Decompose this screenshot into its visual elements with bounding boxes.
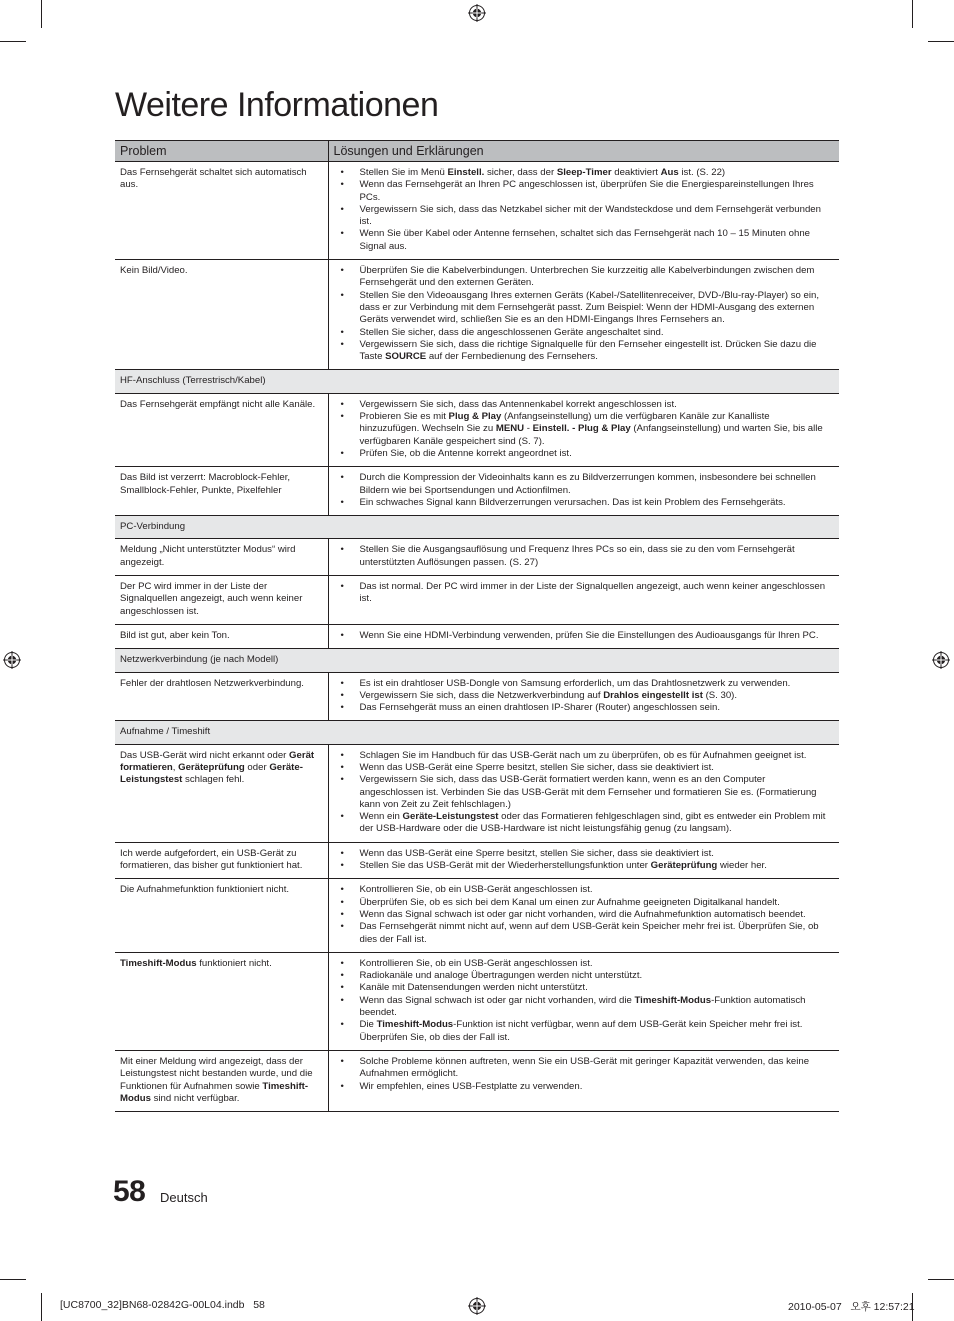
text-run: Wenn das Fernsehgerät an Ihren PC angeschlossen ist, überprüfen Sie die Energiespareinstellungen Ihres PCs. (359, 179, 814, 203)
solution-list (339, 581, 832, 606)
text-run: Vergewissern Sie sich, dass das Netzkabel sicher mit der Wandsteckdose und dem Fernsehgerät verbunden ist. (359, 203, 821, 228)
text-run: Bild ist gut, aber kein Ton. (120, 629, 230, 641)
list-item (339, 678, 832, 690)
bullet-icon: • (340, 289, 344, 301)
emphasis-text: Sleep-Timer (556, 167, 612, 178)
emphasis-text: Geräte-Leistungstest (120, 761, 303, 786)
bullet-icon: • (340, 581, 344, 593)
solution-list (339, 848, 832, 873)
text-run: Wenn Sie eine HDMI-Verbindung verwenden, prüfen Sie die Einstellungen des Audioausgangs für Ihren PC. (359, 629, 819, 641)
text-run: Der PC wird immer in der Liste der Signalquellen angezeigt, auch wenn keiner angeschlossen ist. (120, 581, 303, 617)
text-run: Ich werde aufgefordert, ein USB-Gerät zu formatieren, das bisher gut funktioniert hat. (120, 847, 303, 872)
page-number: 58 (113, 1175, 146, 1208)
bullet-icon: • (340, 921, 344, 933)
bullet-icon: • (340, 338, 344, 350)
list-item (339, 630, 832, 642)
list-item (339, 750, 832, 762)
text-run: Das Fernsehgerät muss an einen drahtlosen IP-Sharer (Router) angeschlossen sein. (359, 702, 720, 714)
bullet-icon: • (340, 689, 344, 701)
list-item (339, 411, 832, 448)
text-run: Es ist ein drahtloser USB-Dongle von Samsung erforderlich, um das Drahtlosnetzwerk zu verwenden. (359, 677, 791, 689)
list-item (339, 544, 832, 569)
emphasis-text: Geräteprüfung (178, 761, 245, 773)
text-run: Das Fernsehgerät nimmt nicht auf, wenn auf dem USB-Gerät kein Speicher mehr frei ist. Überprüfen Sie, ob dies der Fall ist. (359, 921, 819, 945)
solution-list (339, 265, 832, 363)
solution-list (339, 884, 832, 945)
table-row (115, 952, 839, 1050)
list-item (339, 995, 832, 1020)
text-run: Radiokanäle und analoge Übertragungen werden nicht unterstützt. (359, 970, 643, 982)
bullet-icon: • (340, 472, 344, 484)
text-run: Prüfen Sie, ob die Antenne korrekt angeordnet ist. (359, 447, 572, 459)
solution-cell (328, 672, 839, 721)
text-run: Vergewissern Sie sich, dass die Netzwerkverbindung auf (359, 689, 604, 701)
registration-mark-icon (468, 4, 486, 22)
problem-cell (115, 672, 328, 721)
bullet-icon: • (340, 896, 344, 908)
text-run: Das Fernsehgerät schaltet sich automatisch aus. (120, 167, 307, 191)
solution-cell (328, 842, 839, 879)
crop-mark-top-right-v (912, 0, 913, 28)
list-item (339, 1081, 832, 1093)
bullet-icon: • (340, 749, 344, 761)
text-run: -Funktion automatisch beendet. (359, 994, 806, 1019)
section-row (115, 649, 839, 672)
text-run: Mit einer Meldung wird angezeigt, dass der Leistungstest nicht bestanden wurde, und die Funktionen für Aufnahmen sowie (120, 1055, 313, 1092)
table-row (115, 162, 839, 260)
problem-cell (115, 260, 328, 370)
list-item (339, 1056, 832, 1081)
text-run: Kein Bild/Video. (120, 265, 188, 277)
emphasis-text: Geräteprüfung (650, 860, 718, 872)
emphasis-text: Timeshift-Modus (376, 1019, 454, 1031)
bullet-icon: • (340, 774, 344, 786)
table-row (115, 393, 839, 466)
text-run: Wenn das USB-Gerät eine Sperre besitzt, stellen Sie sicher, dass sie deaktiviert ist. (359, 847, 714, 859)
text-run: Stellen Sie im Menü (359, 167, 448, 178)
text-run: Fehler der drahtlosen Netzwerkverbindung. (120, 677, 304, 689)
section-row (115, 370, 839, 393)
text-run: Vergewissern Sie sich, dass die richtige Signalquelle für den Fernseher eingestellt ist. Drücken Sie dazu die Taste (359, 338, 817, 363)
troubleshooting-table (115, 140, 839, 1112)
text-run: Das Fernsehgerät empfängt nicht alle Kanäle. (120, 398, 316, 410)
text-run: Probieren Sie es mit (359, 411, 449, 423)
bullet-icon: • (340, 994, 344, 1006)
text-run: Überprüfen Sie die Kabelverbindungen. Unterbrechen Sie kurzzeitig alle Kabelverbindungen zwischen dem Fernsehgerät und den externen Geräten. (359, 265, 815, 289)
problem-cell (115, 393, 328, 466)
crop-mark-top-left-h (0, 41, 26, 42)
emphasis-text: Einstell. (447, 167, 485, 178)
crop-mark-top-left-v (41, 0, 42, 28)
bullet-icon: • (340, 228, 344, 240)
solution-list (339, 472, 832, 509)
solution-list (339, 958, 832, 1044)
text-run: oder das Formatieren fehlgeschlagen sind, gibt es entweder ein Problem mit der USB-Hardware oder die USB-Hardware ist nicht leistungsfähig genug (zu langsam). (359, 811, 826, 835)
text-run: Kontrollieren Sie, ob ein USB-Gerät angeschlossen ist. (359, 957, 593, 969)
bullet-icon: • (340, 702, 344, 714)
solution-list (339, 630, 832, 642)
text-run: Stellen Sie das USB-Gerät mit der Wiederherstellungsfunktion unter (359, 860, 651, 872)
print-slug-file: [UC8700_32]BN68-02842G-00L04.indb 58 (60, 1299, 265, 1311)
problem-cell (115, 842, 328, 879)
text-run: Wenn das Signal schwach ist oder gar nicht vorhanden, wird die (359, 994, 635, 1006)
list-item (339, 179, 832, 204)
solution-cell (328, 952, 839, 1050)
text-run: (Anfangseinstellung) und warten Sie, bis alle verfügbaren Kanäle gespeichert sind (S. 7). (359, 423, 823, 447)
bullet-icon: • (340, 908, 344, 920)
table-row (115, 260, 839, 370)
list-item (339, 762, 832, 774)
list-item (339, 167, 832, 179)
bullet-icon: • (340, 761, 344, 773)
problem-cell (115, 467, 328, 516)
section-label: HF-Anschluss (Terrestrisch/Kabel) (115, 370, 839, 393)
problem-cell (115, 576, 328, 625)
section-label: Aufnahme / Timeshift (115, 721, 839, 744)
bullet-icon: • (340, 1080, 344, 1092)
solution-cell (328, 260, 839, 370)
bullet-icon: • (340, 847, 344, 859)
text-run: Wenn Sie über Kabel oder Antenne fernsehen, schaltet sich das Fernsehgerät nach 10 – 15 Minuten ohne Signal aus. (359, 228, 810, 252)
section-label: Netzwerkverbindung (je nach Modell) (115, 649, 839, 672)
section-row (115, 721, 839, 744)
bullet-icon: • (340, 265, 344, 277)
text-run: Wenn das Signal schwach ist oder gar nicht vorhanden, wird die Aufnahmefunktion automatisch beendet. (359, 908, 806, 920)
solution-cell (328, 539, 839, 576)
crop-mark-bottom-left-v (41, 1293, 42, 1321)
emphasis-text: Aus (660, 167, 679, 178)
problem-cell (115, 952, 328, 1050)
bullet-icon: • (340, 203, 344, 215)
bullet-icon: • (340, 544, 344, 556)
text-run: -Funktion ist nicht verfügbar, wenn auf dem USB-Gerät kein Speicher mehr frei ist. Überprüfen Sie, ob dies der Fall ist. (359, 1019, 803, 1043)
table-row (115, 744, 839, 842)
list-item (339, 970, 832, 982)
solution-cell (328, 1050, 839, 1111)
problem-cell (115, 624, 328, 648)
text-run: Meldung „Nicht unterstützter Modus“ wird angezeigt. (120, 544, 296, 568)
text-run: sind nicht verfügbar. (150, 1092, 240, 1104)
solution-list (339, 678, 832, 715)
list-item (339, 581, 832, 606)
text-run: schlagen fehl. (182, 774, 245, 786)
emphasis-text: Timeshift-Modus (120, 957, 197, 969)
registration-mark-icon (3, 651, 21, 669)
table-body (115, 162, 839, 1112)
table-row (115, 879, 839, 952)
text-run: Kontrollieren Sie, ob ein USB-Gerät angeschlossen ist. (359, 884, 593, 896)
crop-mark-bottom-right-h (928, 1279, 954, 1280)
emphasis-text: Plug & Play (448, 411, 502, 423)
text-run: Wenn das USB-Gerät eine Sperre besitzt, stellen Sie sicher, dass sie deaktiviert ist. (359, 761, 714, 773)
list-item (339, 860, 832, 872)
text-run: Vergewissern Sie sich, dass das Antennenkabel korrekt angeschlossen ist. (359, 398, 677, 410)
column-header-problem: Problem (115, 141, 328, 162)
solution-cell (328, 624, 839, 648)
text-run: Das ist normal. Der PC wird immer in der Liste der Signalquellen angezeigt, auch wenn keiner angeschlossen ist. (359, 581, 826, 605)
text-run: (Anfangseinstellung) um die verfügbaren Kanäle zur Kanalliste hinzuzufügen. Wechseln Sie zu (359, 411, 770, 435)
list-item (339, 884, 832, 896)
bullet-icon: • (340, 970, 344, 982)
text-run: - (524, 423, 533, 435)
text-run: oder (244, 761, 270, 773)
emphasis-text: Geräte-Leistungstest (402, 811, 499, 823)
text-run: (S. 30). (702, 689, 738, 701)
page-language: Deutsch (160, 1190, 208, 1205)
text-run: Überprüfen Sie, ob es sich bei dem Kanal um einen zur Aufnahme geeigneten Digitalkanal handelt. (359, 896, 780, 908)
solution-cell (328, 879, 839, 952)
list-item (339, 702, 832, 714)
bullet-icon: • (340, 957, 344, 969)
text-run: auf der Fernbedienung des Fernsehers. (426, 351, 598, 363)
text-run: Ein schwaches Signal kann Bildverzerrungen verursachen. Das ist kein Problem des Fernsehgeräts. (359, 496, 786, 508)
list-item (339, 339, 832, 364)
problem-cell (115, 744, 328, 842)
solution-cell (328, 576, 839, 625)
table-row (115, 539, 839, 576)
emphasis-text: Timeshift-Modus (634, 994, 712, 1006)
text-run: sicher, dass der (484, 167, 557, 178)
table-row (115, 842, 839, 879)
list-item (339, 228, 832, 253)
bullet-icon: • (340, 326, 344, 338)
problem-cell (115, 879, 328, 952)
table-row (115, 624, 839, 648)
text-run: Stellen Sie sicher, dass die angeschlossenen Geräte angeschaltet sind. (359, 326, 664, 338)
solution-cell (328, 744, 839, 842)
table-row (115, 467, 839, 516)
problem-cell (115, 539, 328, 576)
list-item (339, 448, 832, 460)
list-item (339, 909, 832, 921)
list-item (339, 327, 832, 339)
solution-list (339, 750, 832, 836)
text-run: Wir empfehlen, eines USB-Festplatte zu verwenden. (359, 1080, 583, 1092)
list-item (339, 497, 832, 509)
text-run: Vergewissern Sie sich, dass das USB-Gerät formatiert werden kann, wenn es an den Computer angeschlossen ist. Verbinden Sie das USB-Gerät mit dem Fernseher und formatieren Sie es. (Formatierung kann von Zeit zu Zeit fehlschlagen.) (359, 774, 817, 810)
crop-mark-bottom-left-h (0, 1279, 26, 1280)
section-row (115, 516, 839, 539)
bullet-icon: • (340, 629, 344, 641)
emphasis-text: MENU (495, 423, 525, 435)
text-run: Solche Probleme können auftreten, wenn Sie ein USB-Gerät mit geringer Kapazität verwenden, das keine Aufnahmen ermöglicht. (359, 1055, 810, 1080)
print-slug-timestamp: 2010-05-07 오후 12:57:21 (788, 1301, 915, 1313)
bullet-icon: • (340, 1019, 344, 1031)
text-run: ist. (S. 22) (678, 167, 726, 178)
text-run: deaktiviert (611, 167, 661, 178)
bullet-icon: • (340, 982, 344, 994)
text-run: Die Aufnahmefunktion funktioniert nicht. (120, 884, 290, 896)
list-item (339, 472, 832, 497)
list-item (339, 265, 832, 290)
solution-cell (328, 467, 839, 516)
list-item (339, 399, 832, 411)
bullet-icon: • (340, 884, 344, 896)
registration-mark-icon (932, 651, 950, 669)
text-run: Die (359, 1019, 377, 1031)
crop-mark-top-right-h (928, 41, 954, 42)
solution-list (339, 399, 832, 460)
text-run: Durch die Kompression der Videoinhalts kann es zu Bildverzerrungen kommen, insbesondere bei schnellen Bildern wie bei Sportsendungen und Actionfilmen. (359, 472, 816, 496)
emphasis-text: Drahlos eingestellt ist (603, 689, 703, 701)
bullet-icon: • (340, 677, 344, 689)
text-run: funktioniert nicht. (196, 957, 272, 969)
text-run: Das Bild ist verzerrt: Macroblock-Fehler, Smallblock-Fehler, Punkte, Pixelfehler (120, 472, 291, 496)
bullet-icon: • (340, 167, 344, 178)
list-item (339, 1019, 832, 1044)
text-run: Schlagen Sie im Handbuch für das USB-Gerät nach um zu überprüfen, ob es für Aufnahmen geeignet ist. (359, 749, 807, 761)
solution-list (339, 1056, 832, 1093)
solution-cell (328, 393, 839, 466)
list-item (339, 921, 832, 946)
solution-list (339, 167, 832, 253)
list-item (339, 811, 832, 836)
registration-mark-icon (468, 1297, 486, 1315)
list-item (339, 897, 832, 909)
text-run: Das USB-Gerät wird nicht erkannt oder (120, 749, 290, 761)
list-item (339, 958, 832, 970)
table-row (115, 576, 839, 625)
bullet-icon: • (340, 411, 344, 423)
list-item (339, 290, 832, 327)
emphasis-text: Gerät formatieren (120, 749, 315, 773)
column-header-solutions: Lösungen und Erklärungen (328, 141, 839, 162)
text-run: , (172, 761, 179, 773)
solution-cell (328, 162, 839, 260)
bullet-icon: • (340, 1055, 344, 1067)
text-run: Stellen Sie den Videoausgang Ihres externen Geräts (Kabel-/Satellitenreceiver, DVD-/Blu-ray-Player) so ein, dass er zur Verbindung mit dem Fernsehgerät passt. Zum Beispiel: Wenn der HDMI-Ausgang des externen Geräts verwendet wird, schließen Sie es an den HDMI-Eingangs Ihres Fernsehers an. (359, 289, 819, 326)
table-header-row (115, 141, 839, 162)
list-item (339, 690, 832, 702)
list-item (339, 848, 832, 860)
page-title: Weitere Informationen (115, 86, 439, 124)
emphasis-text: Timeshift-Modus (120, 1080, 309, 1104)
problem-cell (115, 162, 328, 260)
emphasis-text: SOURCE (385, 351, 427, 363)
table-row (115, 672, 839, 721)
emphasis-text: Einstell. - Plug & Play (532, 423, 631, 435)
problem-cell (115, 1050, 328, 1111)
bullet-icon: • (340, 179, 344, 191)
list-item (339, 774, 832, 811)
list-item (339, 982, 832, 994)
table-row (115, 1050, 839, 1111)
text-run: wieder her. (717, 860, 767, 872)
bullet-icon: • (340, 860, 344, 872)
bullet-icon: • (340, 447, 344, 459)
solution-list (339, 544, 832, 569)
list-item (339, 204, 832, 229)
text-run: Kanäle mit Datensendungen werden nicht unterstützt. (359, 982, 588, 994)
bullet-icon: • (340, 496, 344, 508)
bullet-icon: • (340, 398, 344, 410)
text-run: Wenn ein (359, 811, 403, 823)
section-label: PC-Verbindung (115, 516, 839, 539)
text-run: Stellen Sie die Ausgangsauflösung und Frequenz Ihres PCs so ein, dass sie zu den vom Fernsehgerät unterstützten Auflösungen passen. (S. 27) (359, 544, 795, 568)
bullet-icon: • (340, 811, 344, 823)
